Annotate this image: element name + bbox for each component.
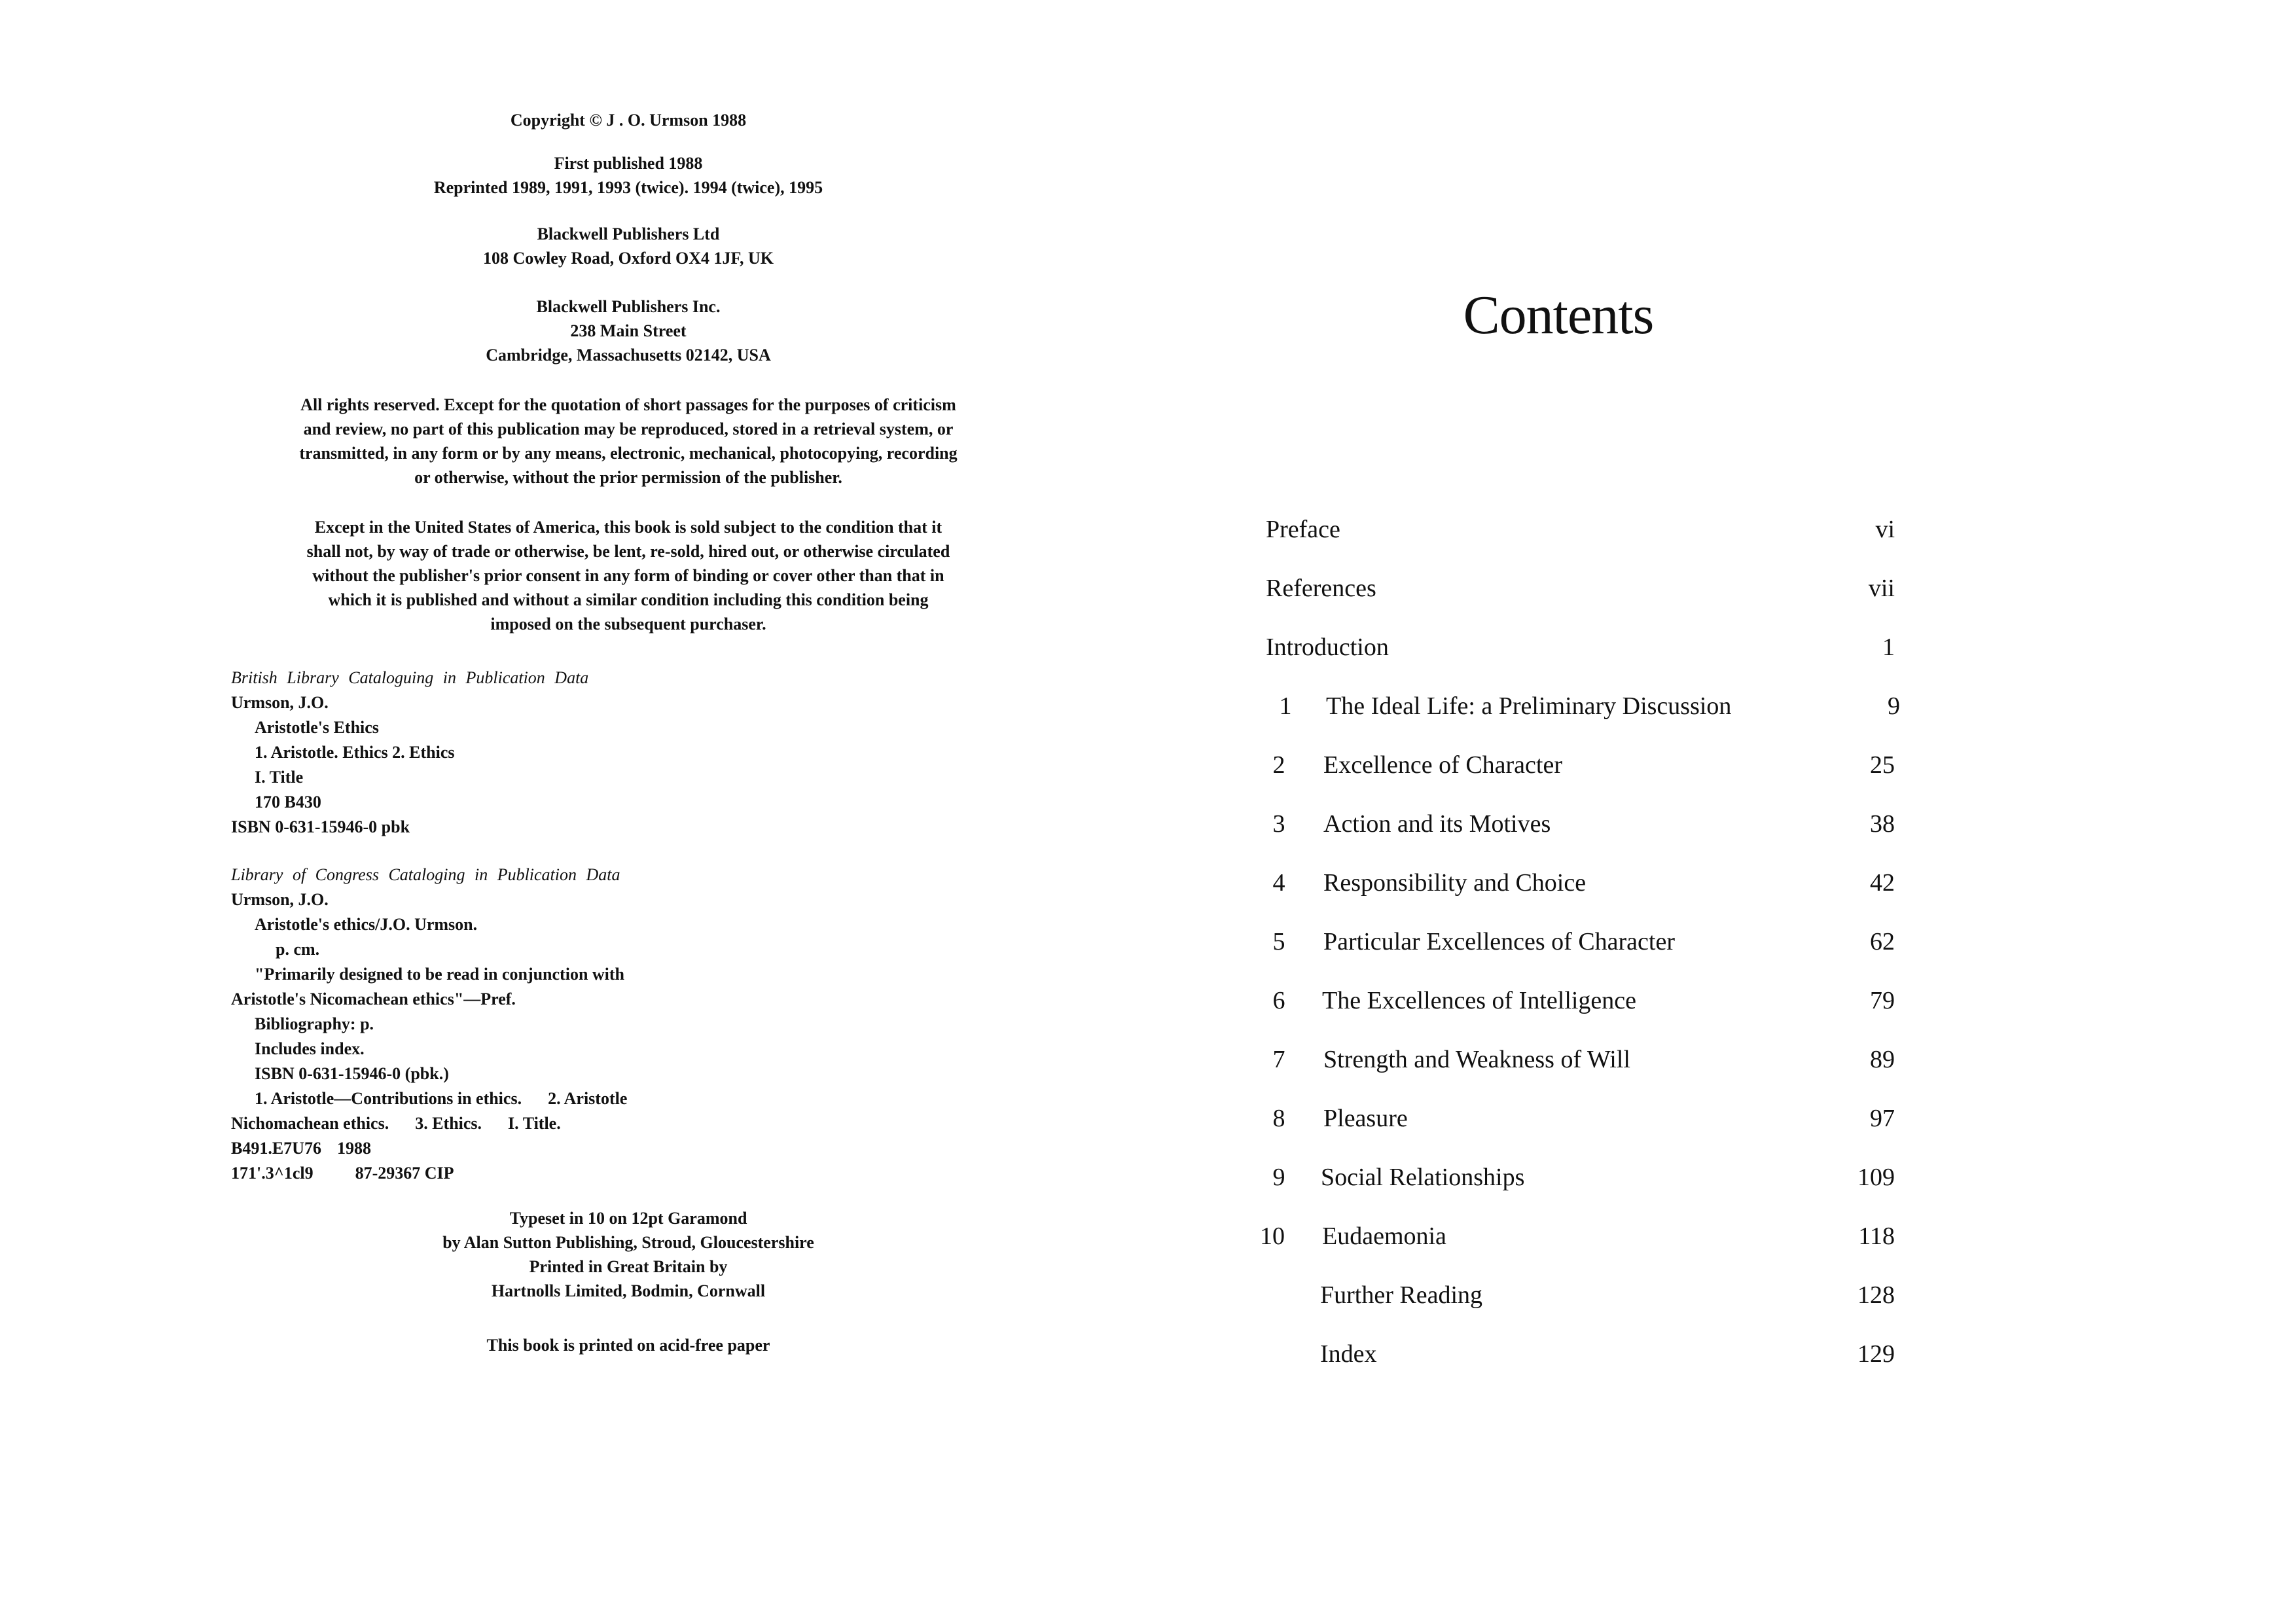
toc-entry-chapter-7	[1148, 1040, 2296, 1079]
toc-number: 7	[1272, 1046, 1285, 1073]
toc-page-number: 42	[1870, 869, 1895, 897]
publisher-us-name: Blackwell Publishers Inc.	[536, 297, 721, 316]
rights-line: and review, no part of this publication may be reproduced, stored in a retrieval system, or	[303, 419, 954, 438]
loc-subject: I. Title.	[508, 1114, 561, 1133]
toc-entry-chapter-4	[1148, 863, 2296, 902]
publisher-us-city: Cambridge, Massachusetts 02142, USA	[486, 346, 771, 365]
toc-title: Further Reading	[1320, 1281, 1483, 1309]
printing-details	[442, 1206, 814, 1303]
library-of-congress-cip	[231, 863, 627, 1186]
toc-page-number: 9	[1888, 692, 1900, 720]
toc-title: Particular Excellences of Character	[1323, 928, 1675, 955]
toc-entry-chapter-9	[1148, 1158, 2296, 1197]
publisher-uk	[483, 222, 774, 270]
acid-free-notice	[487, 1333, 770, 1357]
loc-subjects-line	[231, 1111, 627, 1136]
toc-entry-chapter-6	[1148, 981, 2296, 1020]
toc-title: Index	[1320, 1340, 1377, 1368]
condition-line: which it is published and without a similar condition including this condition being	[328, 590, 929, 609]
publisher-uk-name: Blackwell Publishers Ltd	[537, 224, 720, 243]
toc-entry-chapter-2	[1148, 745, 2296, 785]
cip-classification: 170 B430	[255, 793, 321, 812]
toc-entry-index	[1148, 1334, 2296, 1374]
toc-entry-chapter-3	[1148, 804, 2296, 844]
cip-subjects: 1. Aristotle. Ethics 2. Ethics	[255, 743, 455, 762]
sale-condition-paragraph	[307, 515, 950, 636]
toc-title: Introduction	[1266, 633, 1389, 661]
toc-number: 6	[1272, 987, 1285, 1014]
toc-page-number: 129	[1857, 1340, 1895, 1368]
loc-note-line: "Primarily designed to be read in conjunction with	[255, 965, 625, 984]
toc-title: Responsibility and Choice	[1323, 869, 1587, 897]
typeset-line: Hartnolls Limited, Bodmin, Cornwall	[491, 1281, 766, 1300]
toc-number: 2	[1272, 751, 1285, 779]
toc-page-number: 109	[1857, 1164, 1895, 1191]
loc-subjects-line	[231, 1086, 627, 1111]
toc-number: 9	[1272, 1164, 1285, 1191]
rights-line: or otherwise, without the prior permission of the publisher.	[414, 468, 842, 487]
loc-title: Aristotle's ethics/J.O. Urmson.	[255, 915, 478, 934]
copyright-notice	[511, 108, 746, 132]
condition-line: Except in the United States of America, this book is sold subject to the condition that it	[314, 518, 942, 537]
loc-author: Urmson, J.O.	[231, 890, 329, 909]
toc-entry-chapter-5	[1148, 922, 2296, 961]
toc-title: Preface	[1266, 516, 1340, 543]
loc-note-line: Aristotle's Nicomachean ethics"—Pref.	[231, 990, 516, 1008]
toc-entry-introduction	[1148, 628, 2296, 667]
toc-entry-chapter-1	[1148, 687, 2296, 726]
loc-dewey: 171'.3^1cl9	[231, 1164, 314, 1183]
publisher-uk-address: 108 Cowley Road, Oxford OX4 1JF, UK	[483, 249, 774, 268]
toc-page-number: 38	[1870, 810, 1895, 838]
british-library-cip	[231, 666, 588, 840]
acid-free-line: This book is printed on acid-free paper	[486, 1336, 770, 1355]
cip-isbn: ISBN 0-631-15946-0 pbk	[231, 817, 410, 836]
toc-page-number: 79	[1870, 987, 1895, 1014]
toc-number: 3	[1272, 810, 1285, 838]
toc-number: 5	[1272, 928, 1285, 955]
contents-title: Contents	[1463, 285, 1654, 346]
toc-page-number: 1	[1882, 633, 1895, 661]
loc-subject: 1. Aristotle—Contributions in ethics.	[255, 1089, 522, 1108]
loc-call-year: 1988	[336, 1139, 371, 1158]
toc-title: Strength and Weakness of Will	[1323, 1046, 1630, 1073]
reprinted-line: Reprinted 1989, 1991, 1993 (twice). 1994 (twice), 1995	[433, 178, 823, 197]
publisher-us-street: 238 Main Street	[570, 321, 687, 340]
loc-dewey-line	[231, 1161, 627, 1186]
toc-page-number: 25	[1870, 751, 1895, 779]
toc-page-number: 89	[1870, 1046, 1895, 1073]
toc-number: 10	[1260, 1222, 1285, 1250]
rights-reserved-paragraph	[299, 393, 957, 490]
toc-title: Social Relationships	[1321, 1164, 1525, 1191]
loc-call-number-line	[231, 1136, 627, 1161]
toc-page-number: 128	[1857, 1281, 1895, 1309]
copyright-line: Copyright © J . O. Urmson 1988	[510, 111, 747, 130]
toc-number: 8	[1272, 1105, 1285, 1132]
library-of-congress-heading: Library of Congress Cataloging in Publication Data	[231, 865, 620, 884]
toc-page-number: vi	[1875, 516, 1895, 543]
cip-author: Urmson, J.O.	[231, 693, 329, 712]
toc-title: The Excellences of Intelligence	[1322, 987, 1637, 1014]
loc-subject: 2. Aristotle	[548, 1089, 628, 1108]
toc-title: The Ideal Life: a Preliminary Discussion	[1326, 692, 1732, 720]
loc-subject: 3. Ethics.	[415, 1114, 482, 1133]
british-library-heading: British Library Cataloguing in Publication Data	[231, 668, 589, 687]
toc-page-number: 118	[1858, 1222, 1895, 1250]
toc-number: 1	[1279, 692, 1292, 720]
first-published-line: First published 1988	[554, 154, 703, 173]
toc-page-number: 97	[1870, 1105, 1895, 1132]
toc-entry-chapter-10	[1148, 1217, 2296, 1256]
publication-history	[434, 151, 823, 200]
loc-lccn: 87-29367 CIP	[355, 1164, 454, 1183]
toc-page-number: vii	[1868, 575, 1895, 602]
typeset-line: by Alan Sutton Publishing, Stroud, Gloucestershire	[442, 1233, 814, 1252]
cip-title: Aristotle's Ethics	[255, 718, 379, 737]
condition-line: shall not, by way of trade or otherwise, be lent, re-sold, hired out, or otherwise circulated	[306, 542, 950, 561]
typeset-line: Typeset in 10 on 12pt Garamond	[509, 1209, 747, 1228]
toc-title: Excellence of Character	[1323, 751, 1562, 779]
condition-line: imposed on the subsequent purchaser.	[490, 615, 766, 633]
rights-line: All rights reserved. Except for the quotation of short passages for the purposes of criticism	[300, 395, 956, 414]
loc-index: Includes index.	[255, 1039, 365, 1058]
condition-line: without the publisher's prior consent in any form of binding or cover other than that in	[312, 566, 944, 585]
loc-call-number: B491.E7U76	[231, 1139, 321, 1158]
toc-page-number: 62	[1870, 928, 1895, 955]
toc-entry-chapter-8	[1148, 1099, 2296, 1138]
loc-bibliography: Bibliography: p.	[255, 1014, 374, 1033]
publisher-us	[486, 294, 771, 367]
rights-line: transmitted, in any form or by any means, electronic, mechanical, photocopying, recording	[299, 444, 958, 463]
toc-title: Action and its Motives	[1323, 810, 1551, 838]
toc-title: Pleasure	[1323, 1105, 1408, 1132]
loc-isbn: ISBN 0-631-15946-0 (pbk.)	[255, 1064, 449, 1083]
cip-title-entry: I. Title	[255, 768, 304, 787]
toc-number: 4	[1272, 869, 1285, 897]
contents-page	[1148, 0, 2296, 1623]
toc-title: Eudaemonia	[1322, 1222, 1446, 1250]
typeset-line: Printed in Great Britain by	[529, 1257, 728, 1276]
toc-entry-preface	[1148, 510, 2296, 549]
loc-subject: Nichomachean ethics.	[231, 1114, 389, 1133]
toc-title: References	[1266, 575, 1376, 602]
loc-pages: p. cm.	[276, 940, 320, 959]
toc-entry-further-reading	[1148, 1275, 2296, 1315]
toc-entry-references	[1148, 569, 2296, 608]
